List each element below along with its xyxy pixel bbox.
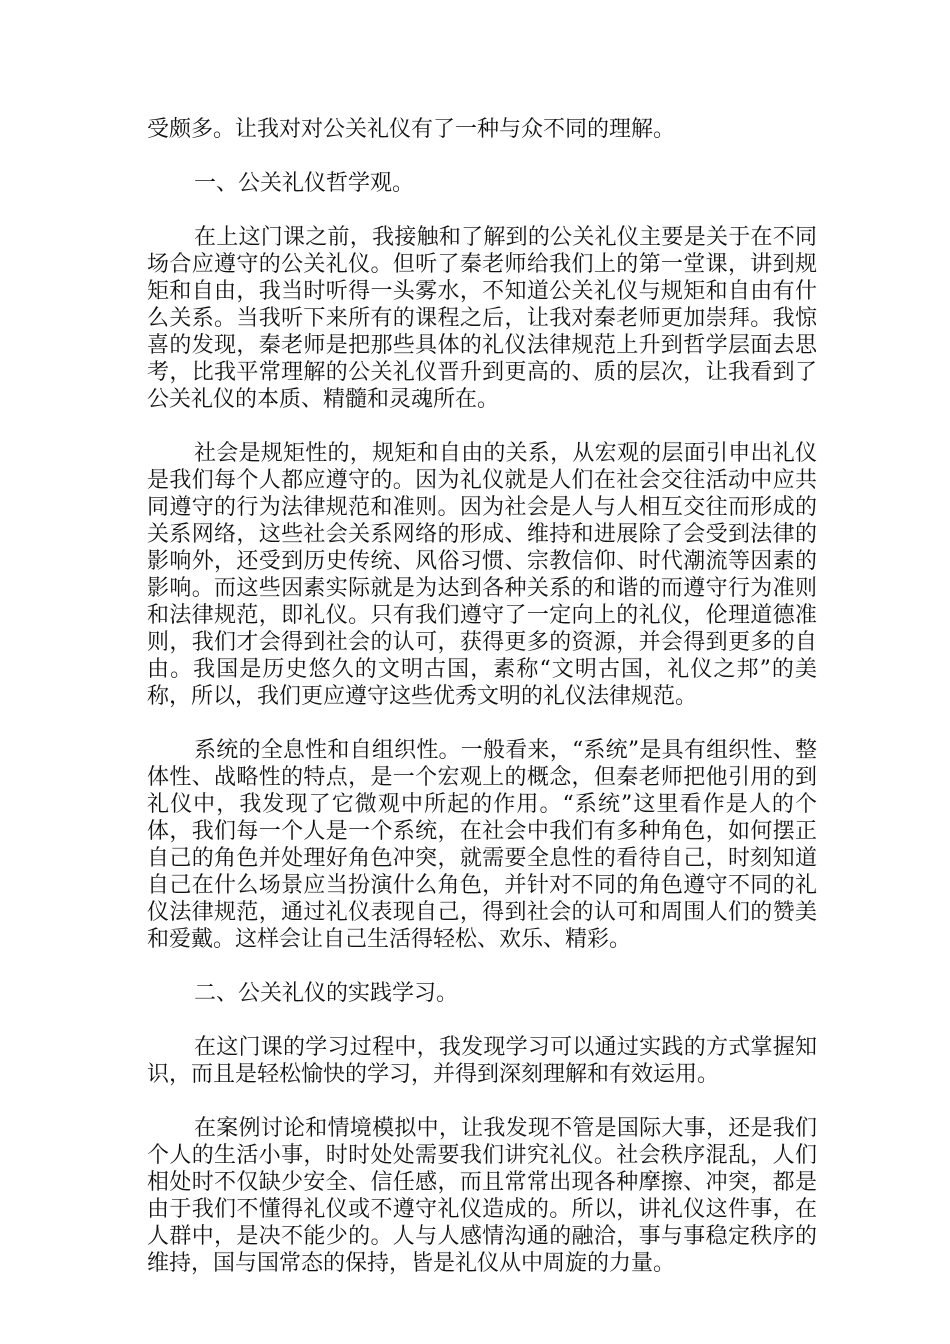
paragraph-continuation: 受颇多。让我对对公关礼仪有了一种与众不同的理解。 (147, 117, 676, 142)
document-body (147, 116, 817, 1304)
paragraph-learning-process: 在这门课的学习过程中，我发现学习可以通过实践的方式掌握知识，而且是轻松愉快的学习，并得到深刻理解和有效运用。 (147, 1035, 817, 1087)
section-heading-philosophy: 一、公关礼仪哲学观。 (194, 171, 415, 196)
paragraph-society-rules: 社会是规矩性的，规矩和自由的关系，从宏观的层面引申出礼仪是我们每个人都应遵守的。因为礼仪就是人们在社会交往活动中应共同遵守的行为法律规范和准则。因为社会是人与人相互交往而形成的关系网络，这些社会关系网络的形成、维持和进展除了会受到法律的影响外，还受到历史传统、风俗习惯、宗教信仰、时代潮流等因素的影响。而这些因素实际就是为达到各种关系的和谐的而遵守行为准则和法律规范，即礼仪。只有我们遵守了一定向上的礼仪，伦理道德准则，我们才会得到社会的认可，获得更多的资源，并会得到更多的自由。我国是历史悠久的文明古国，素称“文明古国，礼仪之邦”的美称，所以，我们更应遵守这些优秀文明的礼仪法律规范。 (147, 441, 817, 709)
paragraph-case-discussion: 在案例讨论和情境模拟中，让我发现不管是国际大事，还是我们个人的生活小事，时时处处需要我们讲究礼仪。社会秩序混乱，人们相处时不仅缺少安全、信任感，而且常常出现各种摩擦、冲突，都是由于我们不懂得礼仪或不遵守礼仪造成的。所以，讲礼仪这件事，在人群中，是决不能少的。人与人感情沟通的融洽，事与事稳定秩序的维持，国与国常态的保持，皆是礼仪从中周旋的力量。 (147, 1116, 817, 1276)
paragraph-before-course: 在上这门课之前，我接触和了解到的公关礼仪主要是关于在不同场合应遵守的公关礼仪。但听了秦老师给我们上的第一堂课，讲到规矩和自由，我当时听得一头雾水，不知道公关礼仪与规矩和自由有什么关系。当我听下来所有的课程之后，让我对秦老师更加崇拜。我惊喜的发现，秦老师是把那些具体的礼仪法律规范上升到哲学层面去思考，比我平常理解的公关礼仪晋升到更高的、质的层次，让我看到了公关礼仪的本质、精髓和灵魂所在。 (147, 225, 817, 412)
section-heading-practice: 二、公关礼仪的实践学习。 (194, 981, 459, 1006)
paragraph-system-holism: 系统的全息性和自组织性。一般看来，“系统”是具有组织性、整体性、战略性的特点，是一个宏观上的概念，但秦老师把他引用的到礼仪中，我发现了它微观中所起的作用。“系统”这里看作是人的个体，我们每一个人是一个系统，在社会中我们有多种角色，如何摆正自己的角色并处理好角色冲突，就需要全息性的看待自己，时刻知道自己在什么场景应当扮演什么角色，并针对不同的角色遵守不同的礼仪法律规范，通过礼仪表现自己，得到社会的认可和周围人们的赞美和爱戴。这样会让自己生活得轻松、欢乐、精彩。 (147, 738, 817, 952)
